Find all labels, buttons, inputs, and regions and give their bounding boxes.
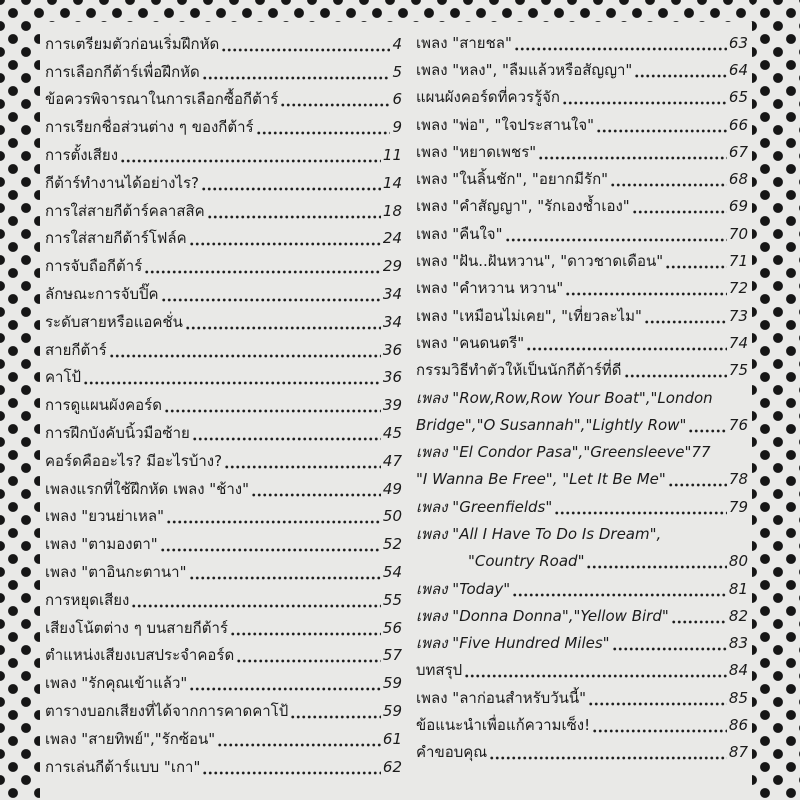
entry-page: 45: [382, 424, 402, 443]
entry-page: 62: [382, 757, 402, 776]
toc-entry: [45, 308, 402, 336]
dot-leader: [280, 103, 390, 107]
toc-right-column: [416, 29, 748, 766]
dot-leader: [688, 429, 727, 433]
entry-title: เพลง "สายทิพย์","รักซ้อน": [45, 729, 216, 748]
toc-entry-continued: [416, 384, 748, 411]
entry-title: แผนผังคอร์ดที่ควรรู้จัก: [416, 88, 560, 107]
entry-title: เพลง "Greenfields": [416, 497, 553, 516]
dot-leader: [221, 48, 390, 52]
dot-leader: [164, 409, 381, 413]
dot-leader: [644, 320, 727, 324]
entry-page: 39: [382, 396, 402, 415]
entry-title: ตำแหน่งเสียงเบสประจำคอร์ด: [45, 646, 235, 665]
entry-title: ตารางบอกเสียงที่ได้จากการคาดคาโป้: [45, 702, 289, 721]
toc-entry: [416, 739, 748, 766]
dot-leader: [514, 47, 727, 51]
dot-leader: [668, 483, 727, 487]
entry-title: กีต้าร์ทำงานได้อย่างไร?: [45, 173, 200, 192]
dot-leader: [189, 576, 381, 580]
toc-entry: [45, 197, 402, 225]
entry-page: 69: [728, 197, 748, 216]
entry-title: เพลง "หยาดเพชร": [416, 142, 537, 161]
entry-title: เพลง "คนดนตรี": [416, 333, 525, 352]
polka-dot-border-left: [0, 0, 40, 800]
entry-title: เพลง "หลง", "ลืมแล้วหรือสัญญา": [416, 60, 633, 79]
entry-page: 59: [382, 674, 402, 693]
dot-leader: [166, 520, 381, 524]
toc-entry: [45, 586, 402, 614]
entry-page: 83: [728, 634, 748, 653]
entry-title: Bridge","O Susannah","Lightly Row": [416, 415, 687, 434]
entry-page: 55: [382, 590, 402, 609]
entry-page: 76: [728, 415, 748, 434]
entry-title: เพลง "ลาก่อนสำหรับวันนี้": [416, 688, 587, 707]
entry-title: เพลง "ในลิ้นชัก", "อยากมีรัก": [416, 170, 609, 189]
dot-leader: [610, 183, 727, 187]
toc-entry: [45, 336, 402, 364]
entry-page: 72: [728, 279, 748, 298]
entry-page: 71: [728, 252, 748, 271]
polka-dot-border-right: [752, 0, 800, 800]
toc-entry: [416, 247, 748, 274]
dot-leader: [201, 187, 381, 191]
entry-title: เพลง "ตาอินกะตานา": [45, 563, 187, 582]
dot-leader: [131, 604, 381, 608]
entry-title: กรรมวิธีทำตัวให้เป็นนักกีต้าร์ที่ดี: [416, 361, 622, 380]
entry-page: 6: [392, 90, 402, 109]
entry-title: การจับถือกีต้าร์: [45, 257, 143, 276]
entry-title: บทสรุป: [416, 661, 463, 680]
entry-page: 86: [728, 716, 748, 735]
entry-title: "I Wanna Be Free", "Let It Be Me": [416, 470, 666, 489]
entry-page: 36: [382, 368, 402, 387]
entry-page: 68: [728, 170, 748, 189]
entry-page: 52: [382, 535, 402, 554]
dot-leader: [120, 159, 381, 163]
dot-leader: [207, 215, 381, 219]
dot-leader: [586, 565, 726, 569]
toc-entry: [45, 503, 402, 531]
toc-entry: [45, 642, 402, 670]
entry-page: 59: [382, 702, 402, 721]
toc-entry: [45, 697, 402, 725]
toc-entry: [45, 86, 402, 114]
toc-left-column: [45, 30, 402, 781]
entry-page: 84: [728, 661, 748, 680]
dot-leader: [144, 270, 381, 274]
entry-title: เพลง "คำสัญญา", "รักเองช้ำเอง": [416, 197, 630, 216]
entry-title: การเลือกกีต้าร์เพื่อฝึกหัด: [45, 62, 200, 81]
dot-leader: [512, 593, 727, 597]
dot-leader: [671, 620, 727, 624]
entry-page: 5: [392, 62, 402, 81]
entry-page: 67: [728, 142, 748, 161]
entry-title: การใส่สายกีต้าร์คลาสสิค: [45, 201, 205, 220]
dot-leader: [83, 381, 381, 385]
toc-entry: [45, 669, 402, 697]
toc-entry: [416, 329, 748, 356]
dot-leader: [202, 76, 391, 80]
entry-title: คำขอบคุณ: [416, 743, 488, 762]
entry-title: การตั้งเสียง: [45, 146, 119, 165]
toc-entry: [45, 113, 402, 141]
entry-title: การเตรียมตัวก่อนเริ่มฝึกหัด: [45, 34, 220, 53]
dot-leader: [192, 437, 381, 441]
dot-leader: [592, 729, 727, 733]
entry-page: 61: [382, 729, 402, 748]
entry-page: 49: [382, 479, 402, 498]
toc-entry: [416, 357, 748, 384]
toc-entry: [45, 225, 402, 253]
entry-title: การดูแผนผังคอร์ด: [45, 396, 162, 415]
entry-title: เพลง "ฝัน..ฝันหวาน", "ดาวชาดเดือน": [416, 252, 664, 271]
entry-title: เพลง "El Condor Pasa","Greensleeve": [416, 443, 692, 462]
dot-leader: [538, 156, 727, 160]
entry-title: เพลง "รักคุณเข้าแล้ว": [45, 674, 188, 693]
toc-entry: [416, 548, 748, 575]
toc-entry: [416, 302, 748, 329]
entry-title: การเรียกชื่อส่วนต่าง ๆ ของกีต้าร์: [45, 118, 254, 137]
entry-page: 63: [728, 33, 748, 52]
entry-title: เพลง "สายชล": [416, 33, 512, 52]
entry-page: 82: [728, 606, 748, 625]
toc-entry: [45, 558, 402, 586]
dot-leader: [464, 674, 727, 678]
toc-entry: [45, 447, 402, 475]
entry-title: เพลง "Donna Donna","Yellow Bird": [416, 606, 669, 625]
toc-entry: [45, 391, 402, 419]
toc-entry: [45, 169, 402, 197]
entry-page: 79: [728, 497, 748, 516]
dot-leader: [665, 265, 727, 269]
toc-entry: [416, 56, 748, 83]
toc-entry: [45, 614, 402, 642]
toc-entry: [416, 84, 748, 111]
entry-title: การหยุดเสียง: [45, 590, 130, 609]
dot-leader: [109, 354, 381, 358]
entry-page: 34: [382, 312, 402, 331]
dot-leader: [562, 101, 727, 105]
dot-leader: [217, 743, 381, 747]
entry-page: 74: [728, 333, 748, 352]
toc-entry: [416, 711, 748, 738]
entry-title: ข้อแนะนำเพื่อแก้ความเซ็ง!: [416, 716, 591, 735]
entry-title: การใส่สายกีต้าร์โฟล์ค: [45, 229, 187, 248]
entry-page: 11: [382, 146, 402, 165]
dot-leader: [526, 347, 727, 351]
dot-leader: [565, 292, 727, 296]
toc-entry: [416, 193, 748, 220]
entry-title: การเล่นกีต้าร์แบบ "เกา": [45, 757, 201, 776]
toc-entry: [45, 141, 402, 169]
entry-title: เพลง "Row,Row,Row Your Boat","London: [416, 388, 713, 407]
toc-entry: [45, 475, 402, 503]
entry-page: 47: [382, 451, 402, 470]
toc-entry: [45, 58, 402, 86]
entry-page: 54: [382, 563, 402, 582]
entry-page: 64: [728, 60, 748, 79]
entry-page: 66: [728, 115, 748, 134]
entry-page: 36: [382, 340, 402, 359]
entry-page: 50: [382, 507, 402, 526]
entry-page: 85: [728, 688, 748, 707]
toc-entry: [45, 753, 402, 781]
dot-leader: [160, 548, 381, 552]
toc-entry: [45, 725, 402, 753]
dot-leader: [185, 326, 381, 330]
entry-page: 70: [728, 224, 748, 243]
entry-page: 80: [728, 552, 748, 571]
dot-leader: [596, 129, 727, 133]
toc-entry: [416, 29, 748, 56]
entry-title: เพลง "Today": [416, 579, 511, 598]
toc-entry: [45, 30, 402, 58]
entry-page: 14: [382, 173, 402, 192]
entry-page: 24: [382, 229, 402, 248]
entry-title: เพลง "คืนใจ": [416, 224, 503, 243]
dot-leader: [202, 771, 381, 775]
dot-leader: [588, 702, 727, 706]
dot-leader: [230, 632, 381, 636]
polka-dot-border-top: [0, 0, 800, 22]
entry-title: เพลง "All I Have To Do Is Dream",: [416, 524, 662, 543]
dot-leader: [489, 756, 727, 760]
dot-leader: [189, 242, 381, 246]
entry-page: 56: [382, 618, 402, 637]
toc-entry: [416, 165, 748, 192]
entry-title: สายกีต้าร์: [45, 340, 107, 359]
toc-entry: [416, 684, 748, 711]
entry-title: เพลง "พ่อ", "ใจประสานใจ": [416, 115, 595, 134]
dot-leader: [290, 715, 381, 719]
toc-entry-continued: [416, 520, 748, 547]
entry-title: การฝึกบังคับนิ้วมือซ้าย: [45, 424, 190, 443]
toc-entry: [416, 466, 748, 493]
entry-page: 75: [728, 361, 748, 380]
dot-leader: [189, 687, 381, 691]
entry-page: 81: [728, 579, 748, 598]
toc-entry: [45, 252, 402, 280]
entry-title: เพลง "เหมือนไม่เคย", "เที่ยวละไม": [416, 306, 642, 325]
entry-title: "Country Road": [468, 552, 585, 571]
entry-title: เพลง "คำหวาน หวาน": [416, 279, 564, 298]
toc-entry: [416, 275, 748, 302]
toc-entry: [45, 530, 402, 558]
entry-title: เพลง "Five Hundred Miles": [416, 634, 610, 653]
toc-entry: [45, 419, 402, 447]
entry-page: 34: [382, 285, 402, 304]
toc-entry: [416, 493, 748, 520]
dot-leader: [624, 374, 727, 378]
entry-title: คาโป้: [45, 368, 82, 387]
entry-page: 18: [382, 201, 402, 220]
entry-title: ลักษณะการจับปิ๊ค: [45, 285, 159, 304]
toc-entry: [416, 575, 748, 602]
entry-page: 9: [392, 118, 402, 137]
dot-leader: [224, 465, 381, 469]
dot-leader: [505, 238, 727, 242]
entry-page: 77: [691, 443, 711, 462]
dot-leader: [612, 647, 727, 651]
entry-title: คอร์ดคืออะไร? มีอะไรบ้าง?: [45, 451, 223, 470]
toc-entry: [416, 411, 748, 438]
entry-title: ระดับสายหรือแอคชั่น: [45, 312, 183, 331]
entry-page: 78: [728, 470, 748, 489]
toc-entry: [416, 220, 748, 247]
dot-leader: [251, 493, 381, 497]
entry-title: เพลงแรกที่ใช้ฝึกหัด เพลง "ช้าง": [45, 479, 250, 498]
toc-entry: [416, 630, 748, 657]
toc-entry: [416, 138, 748, 165]
dot-leader: [554, 511, 727, 515]
toc-entry: [45, 280, 402, 308]
dot-leader: [236, 659, 381, 663]
entry-title: ข้อควรพิจารณาในการเลือกซื้อกีต้าร์: [45, 90, 279, 109]
toc-entry: [416, 657, 748, 684]
toc-entry: [416, 602, 748, 629]
entry-page: 65: [728, 88, 748, 107]
dot-leader: [256, 131, 391, 135]
dot-leader: [161, 298, 381, 302]
entry-page: 73: [728, 306, 748, 325]
dot-leader: [632, 210, 727, 214]
toc-entry: [416, 438, 748, 465]
entry-page: 4: [392, 34, 402, 53]
entry-page: 57: [382, 646, 402, 665]
entry-title: เสียงโน้ตต่าง ๆ บนสายกีต้าร์: [45, 618, 228, 637]
toc-entry: [45, 364, 402, 392]
entry-page: 87: [728, 743, 748, 762]
entry-title: เพลง "ยวนย่าเหล": [45, 507, 164, 526]
entry-title: เพลง "ตามองตา": [45, 535, 158, 554]
entry-page: 29: [382, 257, 402, 276]
dot-leader: [634, 74, 727, 78]
toc-entry: [416, 111, 748, 138]
